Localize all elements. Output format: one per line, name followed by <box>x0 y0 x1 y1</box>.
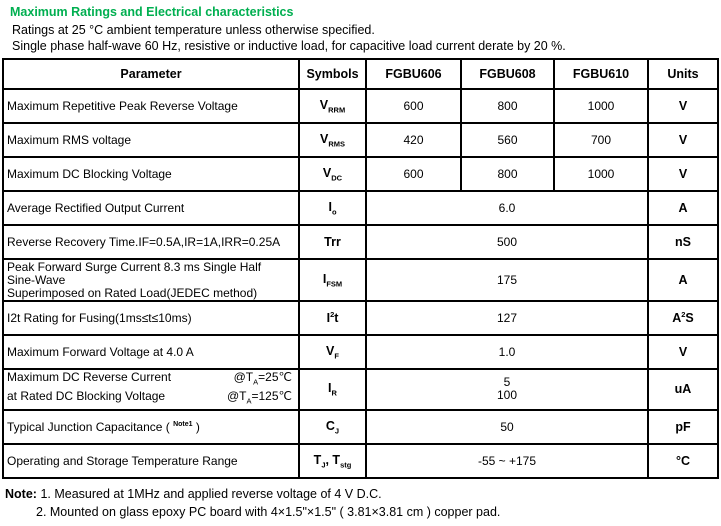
col-header-fgbu608: FGBU608 <box>461 59 554 89</box>
table-row-ir <box>3 369 718 410</box>
parameter-text-2: ) <box>195 419 200 434</box>
notes-section <box>0 479 721 522</box>
symbol-text: I <box>328 199 332 214</box>
cell-parameter: Maximum DC Blocking Voltage <box>3 157 299 191</box>
cell-value-merged: 50 <box>366 410 648 444</box>
parameter-line-1: Peak Forward Surge Current 8.3 ms Single Half Sine-Wave <box>7 259 272 287</box>
cell-value-merged: 6.0 <box>366 191 648 225</box>
parameter-text: Maximum DC Reverse Current <box>7 370 172 384</box>
parameter-text: at Rated DC Blocking Voltage <box>7 389 166 404</box>
symbol-subscript: J <box>334 426 340 436</box>
symbol-text: V <box>326 343 335 358</box>
symbol-text: I <box>328 381 332 396</box>
cell-symbol <box>299 369 366 410</box>
table-row-io <box>3 191 718 225</box>
cell-parameter: Operating and Storage Temperature Range <box>3 444 299 478</box>
symbol-text: V <box>319 97 329 112</box>
symbol-text: Trr <box>324 235 341 249</box>
cell-unit: V <box>648 335 718 369</box>
symbol-text: I <box>322 271 327 286</box>
parameter-line-2 <box>7 389 296 408</box>
symbol-subscript: FSM <box>326 279 343 289</box>
condition-subscript: A <box>253 377 259 387</box>
table-row-ifsm <box>3 259 718 301</box>
cell-symbol <box>299 157 366 191</box>
table-row-i2t <box>3 301 718 335</box>
cell-unit <box>648 301 718 335</box>
unit-text: A <box>672 311 682 326</box>
cell-parameter: Maximum Repetitive Peak Reverse Voltage <box>3 89 299 123</box>
ratings-table <box>2 58 719 479</box>
cell-parameter: Maximum RMS voltage <box>3 123 299 157</box>
document-header <box>0 0 721 54</box>
cell-symbol <box>299 259 366 301</box>
cell-parameter: Maximum Forward Voltage at 4.0 A <box>3 335 299 369</box>
condition-post: =25℃ <box>258 370 292 384</box>
cell-parameter: Reverse Recovery Time.IF=0.5A,IR=1A,IRR=0.25A <box>3 225 299 259</box>
cell-value-fgbu608: 800 <box>461 157 554 191</box>
note-line-2: 2. Mounted on glass epoxy PC board with 4×1.5"×1.5" ( 3.81×3.81 cm ) copper pad. <box>36 504 501 519</box>
symbol-text: V <box>319 131 329 146</box>
cell-unit: V <box>648 157 718 191</box>
condition-text <box>234 370 292 389</box>
cell-unit: V <box>648 123 718 157</box>
cell-symbol <box>299 301 366 335</box>
table-row-vf <box>3 335 718 369</box>
cell-parameter <box>3 410 299 444</box>
symbol-subscript: DC <box>331 173 343 183</box>
cell-symbol <box>299 191 366 225</box>
table-row-trr <box>3 225 718 259</box>
condition-subscript: A <box>246 396 252 406</box>
cell-value-fgbu608: 560 <box>461 123 554 157</box>
subtitle-line-1: Ratings at 25 °C ambient temperature unless otherwise specified. <box>12 23 375 37</box>
symbol-superscript: 2 <box>330 310 335 320</box>
cell-unit: A <box>648 259 718 301</box>
cell-unit: nS <box>648 225 718 259</box>
table-row-tstg <box>3 444 718 478</box>
symbol-text: T <box>313 452 322 467</box>
cell-value-merged <box>366 369 648 410</box>
parameter-line-1 <box>7 370 296 389</box>
table-row-vrrm <box>3 89 718 123</box>
cell-symbol <box>299 89 366 123</box>
parameter-text: Typical Junction Capacitance ( <box>7 419 170 434</box>
symbol-subscript: RRM <box>328 105 346 115</box>
subtitle-line-2: Single phase half-wave 60 Hz, resistive or inductive load, for capacitive load current derate by 20 %. <box>12 39 566 53</box>
symbol-subscript: R <box>331 388 337 398</box>
parameter-line-2: Superimposed on Rated Load(JEDEC method) <box>7 285 258 300</box>
cell-value-merged: 127 <box>366 301 648 335</box>
cell-unit: °C <box>648 444 718 478</box>
cell-unit: V <box>648 89 718 123</box>
symbol-text-2: t <box>334 311 339 326</box>
cell-value-fgbu606: 420 <box>366 123 461 157</box>
col-header-fgbu610: FGBU610 <box>554 59 648 89</box>
symbol-text: V <box>322 165 332 180</box>
cell-value-fgbu608: 800 <box>461 89 554 123</box>
note-text-1: 1. Measured at 1MHz and applied reverse voltage of 4 V D.C. <box>40 486 382 501</box>
table-row-vrms <box>3 123 718 157</box>
symbol-text-2: , T <box>325 452 341 467</box>
note-ref-superscript: Note1 <box>173 420 193 428</box>
symbol-subscript: J <box>321 460 326 470</box>
table-row-cj <box>3 410 718 444</box>
cell-unit: A <box>648 191 718 225</box>
cell-parameter <box>3 259 299 301</box>
col-header-fgbu606: FGBU606 <box>366 59 461 89</box>
cell-value-fgbu610: 700 <box>554 123 648 157</box>
symbol-subscript-2: stg <box>340 460 352 470</box>
condition-post: =125℃ <box>251 389 292 404</box>
cell-value-merged: 175 <box>366 259 648 301</box>
cell-symbol <box>299 225 366 259</box>
note-line-1 <box>5 486 721 503</box>
cell-value-merged: 500 <box>366 225 648 259</box>
cell-value-fgbu610: 1000 <box>554 157 648 191</box>
col-header-parameter: Parameter <box>3 59 299 89</box>
symbol-text: I <box>326 311 331 326</box>
col-header-symbols: Symbols <box>299 59 366 89</box>
cell-symbol <box>299 123 366 157</box>
cell-unit: pF <box>648 410 718 444</box>
note-label: Note: <box>5 486 37 501</box>
cell-symbol <box>299 410 366 444</box>
cell-symbol <box>299 444 366 478</box>
table-row-vdc <box>3 157 718 191</box>
condition-text <box>227 389 292 408</box>
condition-pre: @T <box>233 370 254 384</box>
cell-parameter: Average Rectified Output Current <box>3 191 299 225</box>
symbol-subscript: F <box>334 351 339 361</box>
condition-pre: @T <box>226 389 247 404</box>
cell-parameter: I2t Rating for Fusing(1ms≤t≤10ms) <box>3 301 299 335</box>
unit-text-2: S <box>685 311 694 326</box>
value-line-1: 5 <box>503 375 511 390</box>
symbol-subscript: o <box>331 207 337 217</box>
cell-symbol <box>299 335 366 369</box>
cell-value-merged: -55 ~ +175 <box>366 444 648 478</box>
symbol-text: C <box>325 418 335 433</box>
unit-superscript: 2 <box>681 310 686 320</box>
cell-value-fgbu610: 1000 <box>554 89 648 123</box>
table-header-row <box>3 59 718 89</box>
page-title: Maximum Ratings and Electrical characteristics <box>10 5 294 19</box>
symbol-subscript: RMS <box>328 139 345 149</box>
cell-value-merged: 1.0 <box>366 335 648 369</box>
cell-value-fgbu606: 600 <box>366 89 461 123</box>
value-line-2: 100 <box>496 388 518 403</box>
col-header-units: Units <box>648 59 718 89</box>
cell-value-fgbu606: 600 <box>366 157 461 191</box>
cell-parameter <box>3 369 299 410</box>
cell-unit: uA <box>648 369 718 410</box>
